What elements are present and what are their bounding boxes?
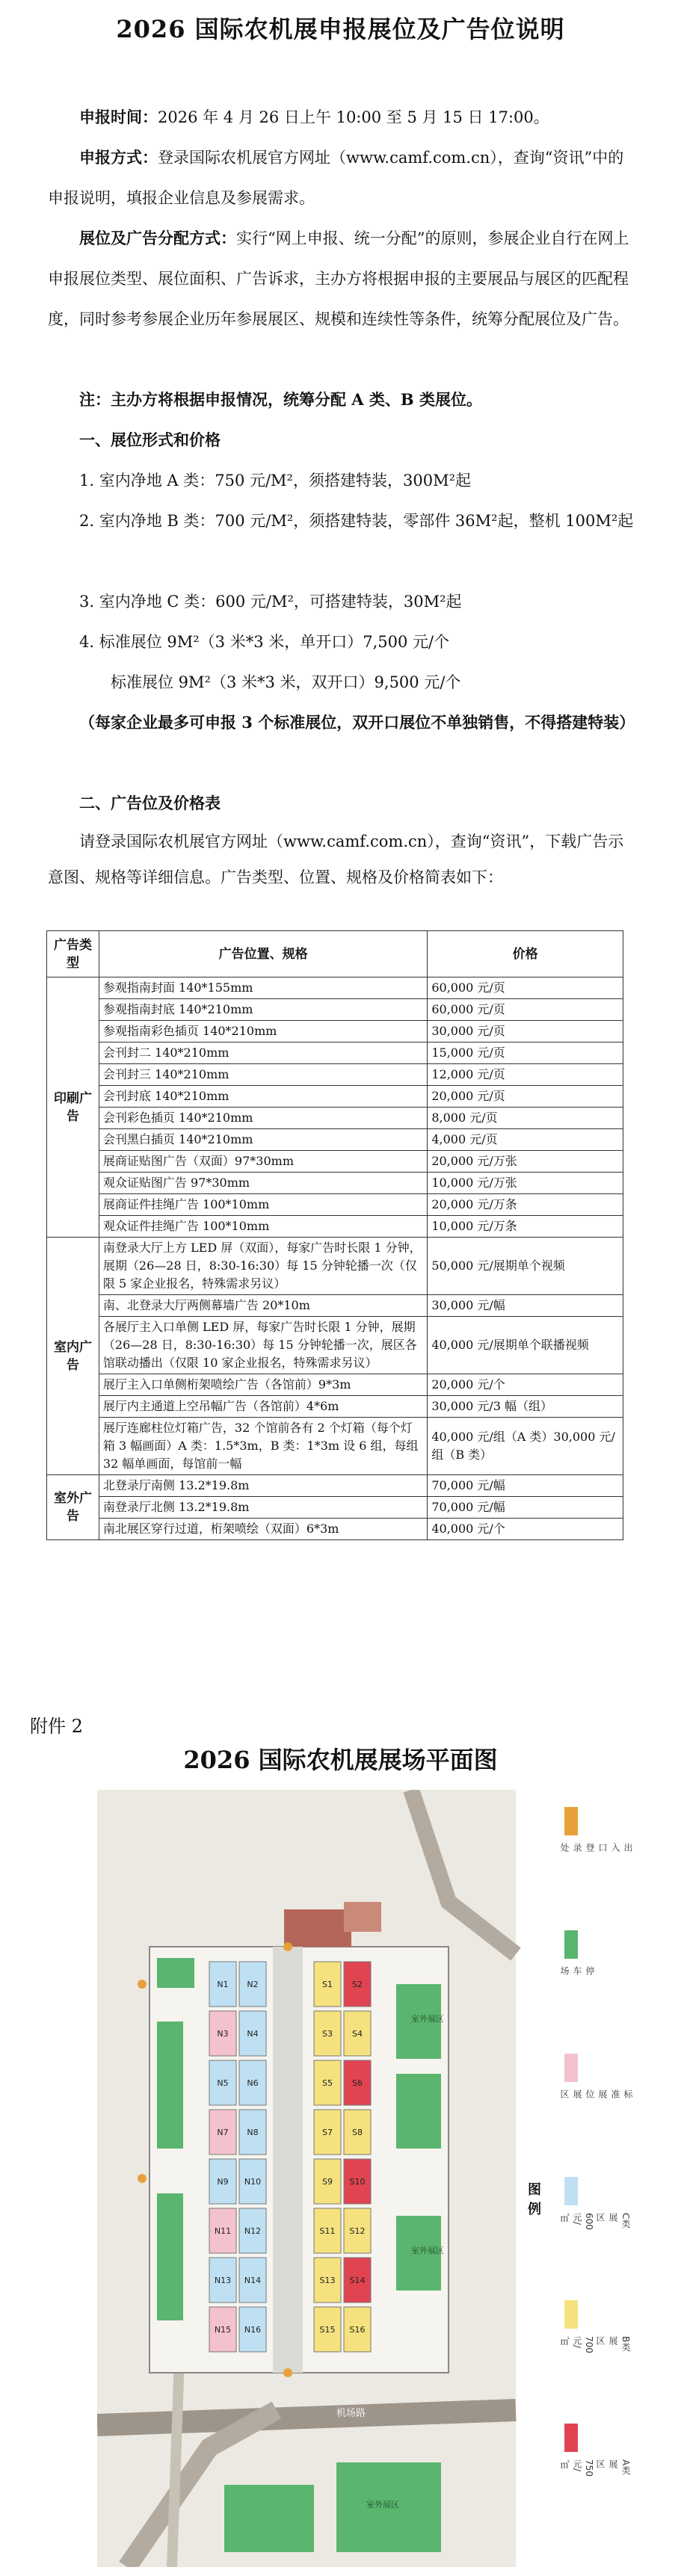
section2-heading: 二、广告位及价格表 — [79, 794, 221, 812]
table-row — [47, 1086, 623, 1108]
hall-label-s10: S10 — [349, 2177, 366, 2187]
table-row — [47, 1194, 623, 1216]
table-row — [47, 999, 623, 1021]
ad-position-cell: 参观指南封底 140*210mm — [99, 999, 427, 1021]
ad-price-cell: 30,000 元/页 — [428, 1021, 623, 1043]
table-row — [47, 1418, 623, 1475]
apply-method-label: 申报方式： — [79, 148, 158, 167]
hall-label-n6: N6 — [247, 2078, 259, 2088]
ad-price-cell: 10,000 元/万张 — [428, 1173, 623, 1194]
apply-time-paragraph — [48, 97, 638, 138]
ad-price-cell: 20,000 元/万条 — [428, 1194, 623, 1216]
ad-price-cell: 10,000 元/万条 — [428, 1216, 623, 1238]
road-label: 机场路 — [336, 2408, 366, 2419]
ad-position-cell: 各展厅主入口单侧 LED 屏，每家广告时长限 1 分钟，展期（26—28 日，8:30-16:30）每 15 分钟轮播一次，展区各馆联动播出（仅限 10 家企业报名，特殊需求另议） — [99, 1317, 427, 1374]
ad-price-table — [46, 930, 623, 1540]
ad-category-cell: 印刷广告 — [47, 977, 99, 1238]
header-price: 价格 — [428, 931, 623, 977]
legend-swatch — [564, 1807, 578, 1835]
ad-price-cell: 30,000 元/幅 — [428, 1295, 623, 1317]
hall-label-n5: N5 — [217, 2078, 229, 2088]
section1-heading: 一、展位形式和价格 — [79, 430, 221, 449]
table-row — [47, 1497, 623, 1519]
ad-position-cell: 南登录厅北侧 13.2*19.8m — [99, 1497, 427, 1519]
outdoor-area-s2 — [224, 2485, 314, 2552]
hall-label-n9: N9 — [217, 2177, 229, 2187]
allocation-label: 展位及广告分配方式： — [79, 229, 236, 247]
ad-price-cell: 8,000 元/页 — [428, 1108, 623, 1129]
ad-price-cell: 12,000 元/页 — [428, 1064, 623, 1086]
table-row — [47, 1295, 623, 1317]
ad-price-cell: 20,000 元/页 — [428, 1086, 623, 1108]
road-w — [172, 2358, 179, 2567]
table-row — [47, 1129, 623, 1151]
hall-label-s12: S12 — [349, 2226, 366, 2236]
hall-label-s13: S13 — [319, 2276, 336, 2285]
ad-position-cell: 会刊封三 140*210mm — [99, 1064, 427, 1086]
hall-label-s2: S2 — [352, 1980, 363, 1989]
table-row — [47, 1108, 623, 1129]
ad-category-cell: 室外广告 — [47, 1475, 99, 1540]
ad-position-cell: 展商证贴图广告（双面）97*30mm — [99, 1151, 427, 1173]
ad-price-cell: 40,000 元/组（A 类）30,000 元/组（B 类） — [428, 1418, 623, 1475]
parking-w1 — [157, 2021, 183, 2149]
ad-position-cell: 展厅主入口单侧桁架喷绘广告（各馆前）9*3m — [99, 1374, 427, 1396]
hall-label-s11: S11 — [319, 2226, 336, 2236]
ad-price-cell: 50,000 元/展期单个视频 — [428, 1238, 623, 1295]
table-row — [47, 1043, 623, 1064]
booth-notice: （每家企业最多可申报 3 个标准展位，双开口展位不单独销售，不得搭建特装） — [79, 713, 635, 732]
ad-price-cell: 20,000 元/个 — [428, 1374, 623, 1396]
venue-map-svg — [97, 1790, 591, 2567]
ad-position-cell: 展商证件挂绳广告 100*10mm — [99, 1194, 427, 1216]
annex-label: 附件 2 — [30, 1716, 83, 1737]
apply-time-text: 2026 年 4 月 26 日上午 10:00 至 5 月 15 日 17:00。 — [158, 108, 549, 126]
hall-label-s5: S5 — [322, 2078, 333, 2088]
ad-price-cell: 20,000 元/万张 — [428, 1151, 623, 1173]
table-row — [47, 977, 623, 999]
hall-label-s16: S16 — [349, 2325, 366, 2335]
hall-label-s14: S14 — [349, 2276, 366, 2285]
hall-label-n12: N12 — [244, 2226, 262, 2236]
table-row — [47, 1064, 623, 1086]
legend-title: 图例 — [526, 2182, 541, 2221]
ad-price-cell: 4,000 元/页 — [428, 1129, 623, 1151]
ad-price-cell: 70,000 元/幅 — [428, 1497, 623, 1519]
hall-label-s15: S15 — [319, 2325, 336, 2335]
document-title: 2026 国际农机展申报展位及广告位说明 — [116, 15, 565, 43]
table-row — [47, 1475, 623, 1497]
ad-position-cell: 展厅内主通道上空吊幅广告（各馆前）4*6m — [99, 1396, 427, 1418]
ad-price-cell: 60,000 元/页 — [428, 999, 623, 1021]
hall-label-n7: N7 — [217, 2128, 229, 2137]
hall-label-s4: S4 — [352, 2029, 363, 2039]
legend-swatch — [564, 2424, 578, 2452]
legend-label: 出入口登录处 — [559, 1843, 633, 1852]
ad-price-cell: 40,000 元/展期单个联播视频 — [428, 1317, 623, 1374]
hall-label-n14: N14 — [244, 2276, 262, 2285]
legend-label: C类展区 600元/㎡ — [559, 2213, 631, 2230]
outdoor-label-2: 室外展区 — [411, 2246, 444, 2255]
table-row — [47, 1173, 623, 1194]
legend-swatch — [564, 1930, 578, 1959]
ad-position-cell: 会刊封底 140*210mm — [99, 1086, 427, 1108]
hall-label-n10: N10 — [244, 2177, 262, 2187]
hall-label-n3: N3 — [217, 2029, 229, 2039]
allocation-text: 实行“网上申报、统一分配”的原则，参展企业自行在网上申报展位类型、展位面积、广告诉求，主办方将根据申报的主要展品与展区的匹配程度，同时参考参展企业历年参展展区、规模和连续性等条件，统筹分配展位及广告。 — [48, 229, 629, 328]
hall-label-s1: S1 — [322, 1980, 333, 1989]
legend-label: 停车场 — [559, 1966, 595, 1975]
legend-swatch — [564, 2177, 578, 2205]
ad-price-cell: 15,000 元/页 — [428, 1043, 623, 1064]
legend-swatch — [564, 2300, 578, 2329]
table-row — [47, 1021, 623, 1043]
ad-position-cell: 展厅连廊柱位灯箱广告，32 个馆前各有 2 个灯箱（每个灯箱 3 幅画面）A 类：1.5*3m，B 类：1*3m 设 6 组，每组 32 幅单画面，每馆前一幅 — [99, 1418, 427, 1475]
table-row — [47, 1374, 623, 1396]
ad-position-cell: 观众证贴图广告 97*30mm — [99, 1173, 427, 1194]
hall-label-s8: S8 — [352, 2128, 363, 2137]
hall-label-s9: S9 — [322, 2177, 333, 2187]
central-corridor — [273, 1947, 303, 2373]
booth-item-1: 1. 室内净地 A 类：750 元/M²，须搭建特装，300M²起 — [79, 472, 471, 489]
registration-hall-annex — [344, 1902, 381, 1932]
entrance-marker-3 — [283, 1942, 292, 1951]
ad-position-cell: 会刊封二 140*210mm — [99, 1043, 427, 1064]
table-header-row — [47, 931, 623, 977]
apply-time-label: 申报时间： — [79, 108, 158, 126]
table-row — [47, 1238, 623, 1295]
hall-label-n2: N2 — [247, 1980, 259, 1989]
parking-e2 — [396, 2074, 441, 2149]
section2-intro: 请登录国际农机展官方网址（www.camf.com.cn），查询“资讯”，下载广告示意图、规格等详细信息。广告类型、位置、规格及价格简表如下： — [48, 833, 624, 886]
ad-price-cell: 30,000 元/3 幅（组） — [428, 1396, 623, 1418]
ad-position-cell: 参观指南彩色插页 140*210mm — [99, 1021, 427, 1043]
outdoor-label-1: 室外展区 — [411, 2014, 444, 2024]
entrance-marker-4 — [283, 2368, 292, 2377]
allocation-paragraph — [48, 218, 638, 339]
ad-position-cell: 会刊彩色插页 140*210mm — [99, 1108, 427, 1129]
hall-label-n11: N11 — [214, 2226, 232, 2236]
entrance-marker-1 — [138, 1980, 147, 1989]
venue-map — [97, 1790, 591, 2567]
booth-item-4: 4. 标准展位 9M²（3 米*3 米，单开口）7,500 元/个 — [79, 633, 450, 651]
table-row — [47, 1396, 623, 1418]
hall-label-s6: S6 — [352, 2078, 363, 2088]
table-row — [47, 1317, 623, 1374]
parking-nw — [157, 1958, 194, 1988]
allocation-note: 注：主办方将根据申报情况，统筹分配 A 类、B 类展位。 — [79, 390, 482, 409]
parking-w2 — [157, 2193, 183, 2320]
hall-label-n13: N13 — [214, 2276, 232, 2285]
booth-item-5: 标准展位 9M²（3 米*3 米，双开口）9,500 元/个 — [111, 673, 461, 691]
hall-label-n8: N8 — [247, 2128, 259, 2137]
header-position: 广告位置、规格 — [99, 931, 427, 977]
booth-item-3: 3. 室内净地 C 类：600 元/M²，可搭建特装，30M²起 — [79, 593, 462, 611]
ad-position-cell: 观众证件挂绳广告 100*10mm — [99, 1216, 427, 1238]
legend-swatch — [564, 2054, 578, 2082]
booth-item-2: 2. 室内净地 B 类：700 元/M²，须搭建特装，零部件 36M²起，整机 100M²起 — [79, 512, 634, 530]
legend-label: A类展区 750元/㎡ — [559, 2459, 631, 2477]
ad-position-cell: 北登录厅南侧 13.2*19.8m — [99, 1475, 427, 1497]
hall-label-n15: N15 — [214, 2325, 232, 2335]
legend-label: B类展区 700元/㎡ — [559, 2336, 631, 2353]
hall-label-s7: S7 — [322, 2128, 333, 2137]
apply-method-paragraph — [48, 138, 638, 218]
entrance-marker-2 — [138, 2174, 147, 2183]
ad-position-cell: 南登录大厅上方 LED 屏（双面），每家广告时长限 1 分钟，展期（26—28 日，8:30-16:30）每 15 分钟轮播一次（仅限 5 家企业报名，特殊需求另议） — [99, 1238, 427, 1295]
header-ad-type: 广告类型 — [47, 931, 99, 977]
hall-label-n16: N16 — [244, 2325, 262, 2335]
hall-label-n1: N1 — [217, 1980, 229, 1989]
ad-price-cell: 60,000 元/页 — [428, 977, 623, 999]
ad-position-cell: 南、北登录大厅两侧幕墙广告 20*10m — [99, 1295, 427, 1317]
ad-position-cell: 南北展区穿行过道，桁架喷绘（双面）6*3m — [99, 1519, 427, 1540]
table-row — [47, 1216, 623, 1238]
ad-price-cell: 40,000 元/个 — [428, 1519, 623, 1540]
table-row — [47, 1151, 623, 1173]
apply-method-text: 登录国际农机展官方网址（www.camf.com.cn），查询“资讯”中的申报说明，填报企业信息及参展需求。 — [48, 149, 624, 207]
registration-hall — [284, 1909, 351, 1947]
map-title: 2026 国际农机展展场平面图 — [183, 1746, 498, 1774]
hall-label-s3: S3 — [322, 2029, 333, 2039]
legend-label: 标准展位展区 — [559, 2089, 633, 2098]
ad-price-cell: 70,000 元/幅 — [428, 1475, 623, 1497]
outdoor-label-3: 室外展区 — [366, 2500, 399, 2509]
ad-category-cell: 室内广告 — [47, 1238, 99, 1475]
map-legend — [549, 1807, 633, 2562]
road-main — [97, 2410, 516, 2425]
ad-position-cell: 参观指南封面 140*155mm — [99, 977, 427, 999]
ad-position-cell: 会刊黑白插页 140*210mm — [99, 1129, 427, 1151]
hall-label-n4: N4 — [247, 2029, 259, 2039]
table-row — [47, 1519, 623, 1540]
